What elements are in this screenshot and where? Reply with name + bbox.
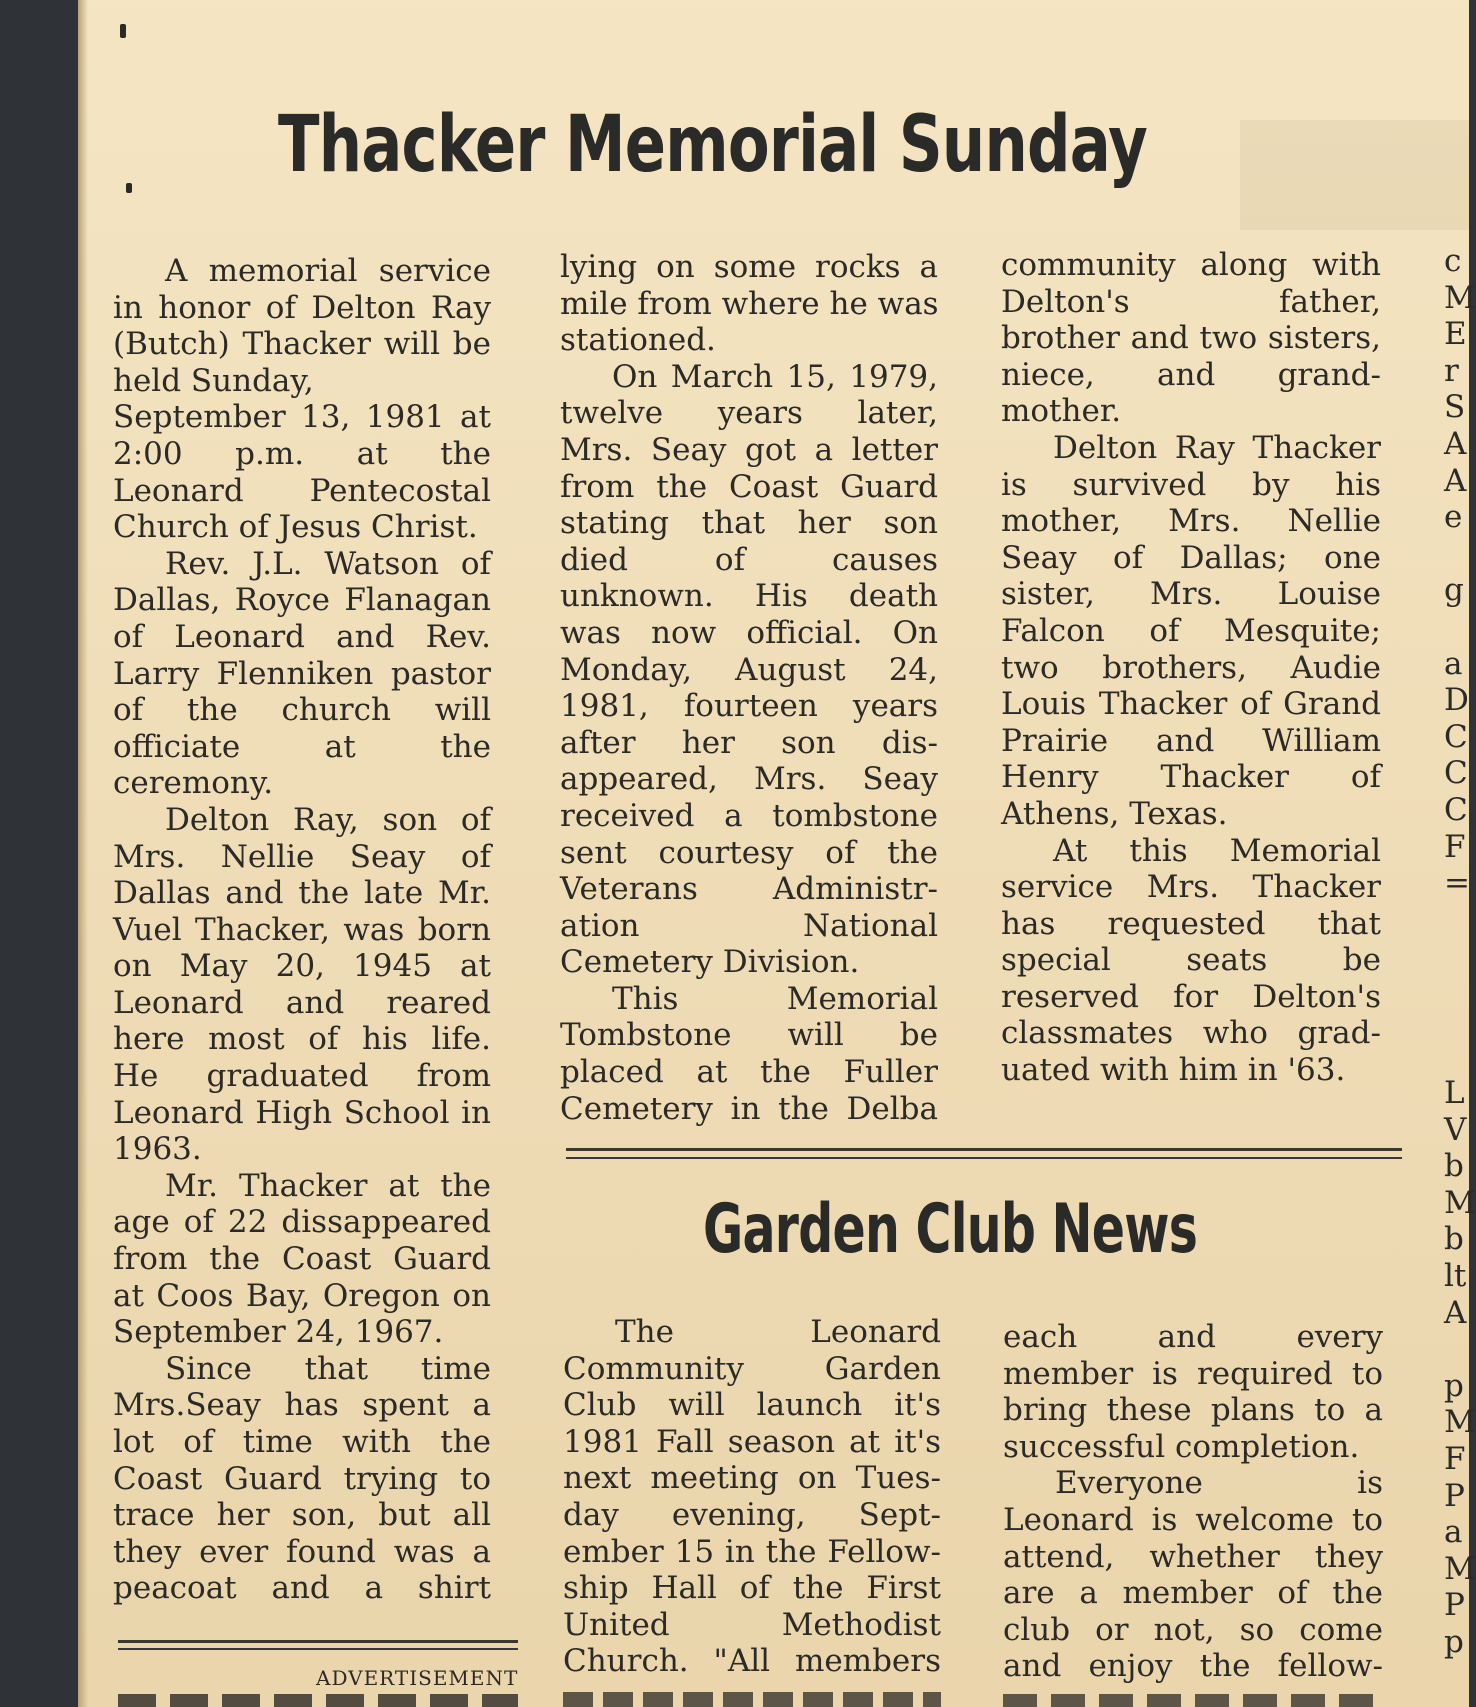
text-line: September 13, 1981 at	[113, 399, 491, 436]
edge-letter: c	[1444, 243, 1462, 279]
text-line: received a tombstone	[560, 797, 938, 834]
text-line: lying on some rocks a	[560, 249, 938, 285]
text-line: reserved for Delton's	[1001, 978, 1381, 1015]
text-line: Church. "All members	[563, 1643, 941, 1680]
text-line: appeared, Mrs. Seay	[560, 761, 938, 798]
text-line: ceremony.	[113, 765, 274, 802]
edge-letter: M	[1444, 1404, 1476, 1441]
text-line: 1963.	[113, 1131, 202, 1168]
text-line: lot of time with the	[113, 1424, 491, 1460]
edge-letter: a	[1444, 1514, 1463, 1551]
text-line: Club will launch it's	[563, 1387, 941, 1424]
text-line: Church of Jesus Christ.	[113, 509, 478, 546]
adjacent-column-edge-bottom	[1444, 1075, 1476, 1661]
text-line: member is required to	[1003, 1355, 1383, 1392]
article-column-2	[560, 249, 938, 1127]
text-line: Athens, Texas.	[1001, 795, 1228, 832]
text-line: Delton Ray, son of	[165, 801, 491, 838]
text-line: A memorial service	[165, 253, 491, 289]
text-line: of Leonard and Rev.	[113, 618, 491, 655]
text-line: unknown. His death	[560, 578, 938, 615]
text-line: died of causes	[560, 541, 938, 578]
text-line: Leonard Pentecostal	[113, 472, 491, 509]
text-line: sister, Mrs. Louise	[1001, 576, 1381, 613]
text-line: Mrs.Seay has spent a	[113, 1387, 491, 1424]
text-line: Seay of Dallas; one	[1001, 539, 1381, 576]
text-line: Since that time	[165, 1350, 491, 1387]
text-line: Delton Ray Thacker	[1053, 429, 1381, 466]
text-line: mile from where he was	[560, 285, 939, 322]
text-line: Vuel Thacker, was born	[113, 911, 491, 948]
text-line: Coast Guard trying to	[113, 1460, 491, 1497]
advertisement-label: ADVERTISEMENT	[316, 1666, 519, 1690]
text-line: Delton's father,	[1001, 283, 1381, 320]
text-line: trace her son, but all	[113, 1497, 491, 1534]
text-line: ship Hall of the First	[563, 1570, 941, 1607]
edge-letter: M	[1444, 1184, 1476, 1221]
text-line: Falcon of Mesquite;	[1001, 612, 1381, 649]
text-line: Dallas, Royce Flanagan	[113, 582, 491, 619]
edge-letter: C	[1444, 791, 1468, 828]
edge-letter: lt	[1444, 1257, 1467, 1294]
text-line: placed at the Fuller	[560, 1054, 938, 1091]
text-line: classmates who grad-	[1001, 1015, 1381, 1052]
text-line: ember 15 in the Fellow-	[563, 1533, 941, 1570]
text-line: uated with him in '63.	[1001, 1052, 1346, 1089]
text-line: successful completion.	[1003, 1428, 1360, 1465]
edge-letter: a	[1444, 645, 1463, 682]
edge-letter: E	[1444, 316, 1467, 353]
article-headline: Thacker Memorial Sunday	[278, 100, 1148, 190]
text-line: Dallas and the late Mr.	[113, 875, 491, 912]
text-line: This Memorial	[612, 980, 938, 1017]
text-line: Tombstone will be	[560, 1017, 938, 1054]
text-line: they ever found was a	[113, 1533, 491, 1570]
text-line: ation National	[560, 907, 938, 944]
torn-paper-edge	[78, 0, 88, 1707]
text-line: age of 22 dissappeared	[113, 1204, 491, 1241]
text-line: here most of his life.	[113, 1021, 491, 1058]
edge-letter	[1444, 536, 1469, 573]
text-line: On March 15, 1979,	[612, 358, 938, 395]
article-column-1	[113, 253, 491, 1607]
paper-mark	[126, 183, 132, 193]
faded-bleedthrough	[1240, 120, 1469, 230]
text-line: from the Coast Guard	[113, 1241, 491, 1278]
edge-letter: P	[1444, 1587, 1465, 1624]
edge-letter: M	[1444, 1550, 1476, 1587]
text-line: Prairie and William	[1001, 722, 1381, 759]
text-line: Rev. J.L. Watson of	[165, 545, 491, 582]
edge-letter: b	[1444, 1221, 1464, 1258]
text-line: He graduated from	[113, 1058, 491, 1095]
text-line: in honor of Delton Ray	[113, 289, 491, 326]
text-line: club or not, so come	[1003, 1611, 1383, 1648]
edge-letter: C	[1444, 755, 1468, 792]
text-line: At this Memorial	[1053, 832, 1381, 869]
text-line: has requested that	[1001, 905, 1381, 942]
edge-letter: e	[1444, 499, 1463, 536]
edge-letter: b	[1444, 1148, 1464, 1185]
article-column-3	[1001, 247, 1381, 1089]
cut-off-text	[1003, 1694, 1383, 1707]
text-line: Mr. Thacker at the	[165, 1167, 491, 1204]
text-line: 1981 Fall season at it's	[563, 1423, 941, 1460]
text-line: is survived by his	[1001, 466, 1381, 503]
edge-letter: p	[1444, 1367, 1464, 1404]
edge-letter: A	[1444, 1294, 1467, 1331]
text-line: held Sunday,	[113, 362, 314, 399]
edge-letter: =	[1444, 865, 1470, 902]
text-line: Veterans Administr-	[560, 871, 938, 908]
text-line: are a member of the	[1003, 1575, 1383, 1612]
text-line: twelve years later,	[560, 395, 938, 432]
text-line: was now official. On	[560, 614, 938, 651]
text-line: each and every	[1003, 1319, 1383, 1355]
text-line: 1981, fourteen years	[560, 688, 938, 725]
edge-letter	[1444, 609, 1469, 646]
text-line: mother, Mrs. Nellie	[1001, 503, 1381, 540]
text-line: Leonard and reared	[113, 984, 491, 1021]
text-line: brother and two sisters,	[1001, 320, 1381, 357]
text-line: at Coos Bay, Oregon on	[113, 1277, 491, 1314]
edge-letter: S	[1444, 389, 1466, 426]
section-divider	[566, 1148, 1402, 1159]
text-line: Community Garden	[563, 1350, 941, 1387]
text-line: bring these plans to a	[1003, 1392, 1383, 1429]
text-line: from the Coast Guard	[560, 468, 938, 505]
text-line: service Mrs. Thacker	[1001, 869, 1381, 906]
text-line: stating that her son	[560, 505, 938, 542]
edge-letter: C	[1444, 718, 1468, 755]
text-line: The Leonard	[615, 1314, 941, 1350]
text-line: Mrs. Seay got a letter	[560, 431, 938, 468]
text-line: Leonard is welcome to	[1003, 1501, 1383, 1538]
text-line: of the church will	[113, 692, 491, 729]
text-line: Cemetery in the Delba	[560, 1090, 938, 1127]
adjacent-column-edge-top	[1444, 243, 1476, 902]
text-line: stationed.	[560, 322, 716, 359]
text-line: community along with	[1001, 247, 1381, 283]
text-line: Henry Thacker of	[1001, 759, 1381, 796]
text-line: sent courtesy of the	[560, 834, 938, 871]
edge-letter: M	[1444, 279, 1476, 316]
cut-off-text	[563, 1692, 941, 1707]
paper-mark	[120, 24, 126, 38]
text-line: United Methodist	[563, 1606, 941, 1643]
text-line: (Butch) Thacker will be	[113, 326, 491, 363]
edge-letter: P	[1444, 1477, 1465, 1514]
edge-letter: L	[1444, 1075, 1465, 1111]
text-line: next meeting on Tues-	[563, 1460, 941, 1497]
text-line: September 24, 1967.	[113, 1314, 444, 1351]
text-line: Larry Flenniken pastor	[113, 655, 491, 692]
text-line: 2:00 p.m. at the	[113, 435, 491, 472]
text-line: niece, and grand-	[1001, 356, 1381, 393]
edge-letter: D	[1444, 682, 1469, 719]
text-line: Louis Thacker of Grand	[1001, 686, 1381, 723]
edge-letter	[1444, 1331, 1469, 1368]
text-line: after her son dis-	[560, 724, 938, 761]
edge-letter: g	[1444, 572, 1464, 609]
text-line: two brothers, Audie	[1001, 649, 1381, 686]
text-line: Leonard High School in	[113, 1094, 491, 1131]
garden-column-2	[1003, 1319, 1383, 1685]
edge-letter: F	[1444, 1440, 1466, 1477]
text-line: and enjoy the fellow-	[1003, 1648, 1383, 1685]
garden-club-headline: Garden Club News	[703, 1190, 1198, 1269]
edge-letter: r	[1444, 352, 1459, 389]
advertisement-divider	[118, 1640, 518, 1650]
text-line: day evening, Sept-	[563, 1496, 941, 1533]
edge-letter: p	[1444, 1623, 1464, 1660]
cut-off-text	[118, 1694, 518, 1707]
edge-letter: A	[1444, 462, 1467, 499]
text-line: Monday, August 24,	[560, 651, 938, 688]
text-line: Mrs. Nellie Seay of	[113, 838, 491, 875]
edge-letter: V	[1444, 1111, 1467, 1148]
text-line: mother.	[1001, 393, 1122, 430]
text-line: attend, whether they	[1003, 1538, 1383, 1575]
text-line: Everyone is	[1055, 1465, 1383, 1502]
text-line: on May 20, 1945 at	[113, 948, 491, 985]
edge-letter: F	[1444, 828, 1466, 865]
garden-column-1	[563, 1314, 941, 1680]
edge-letter: A	[1444, 425, 1467, 462]
text-line: special seats be	[1001, 942, 1381, 979]
text-line: Cemetery Division.	[560, 944, 860, 981]
text-line: peacoat and a shirt	[113, 1570, 491, 1607]
text-line: officiate at the	[113, 728, 491, 765]
